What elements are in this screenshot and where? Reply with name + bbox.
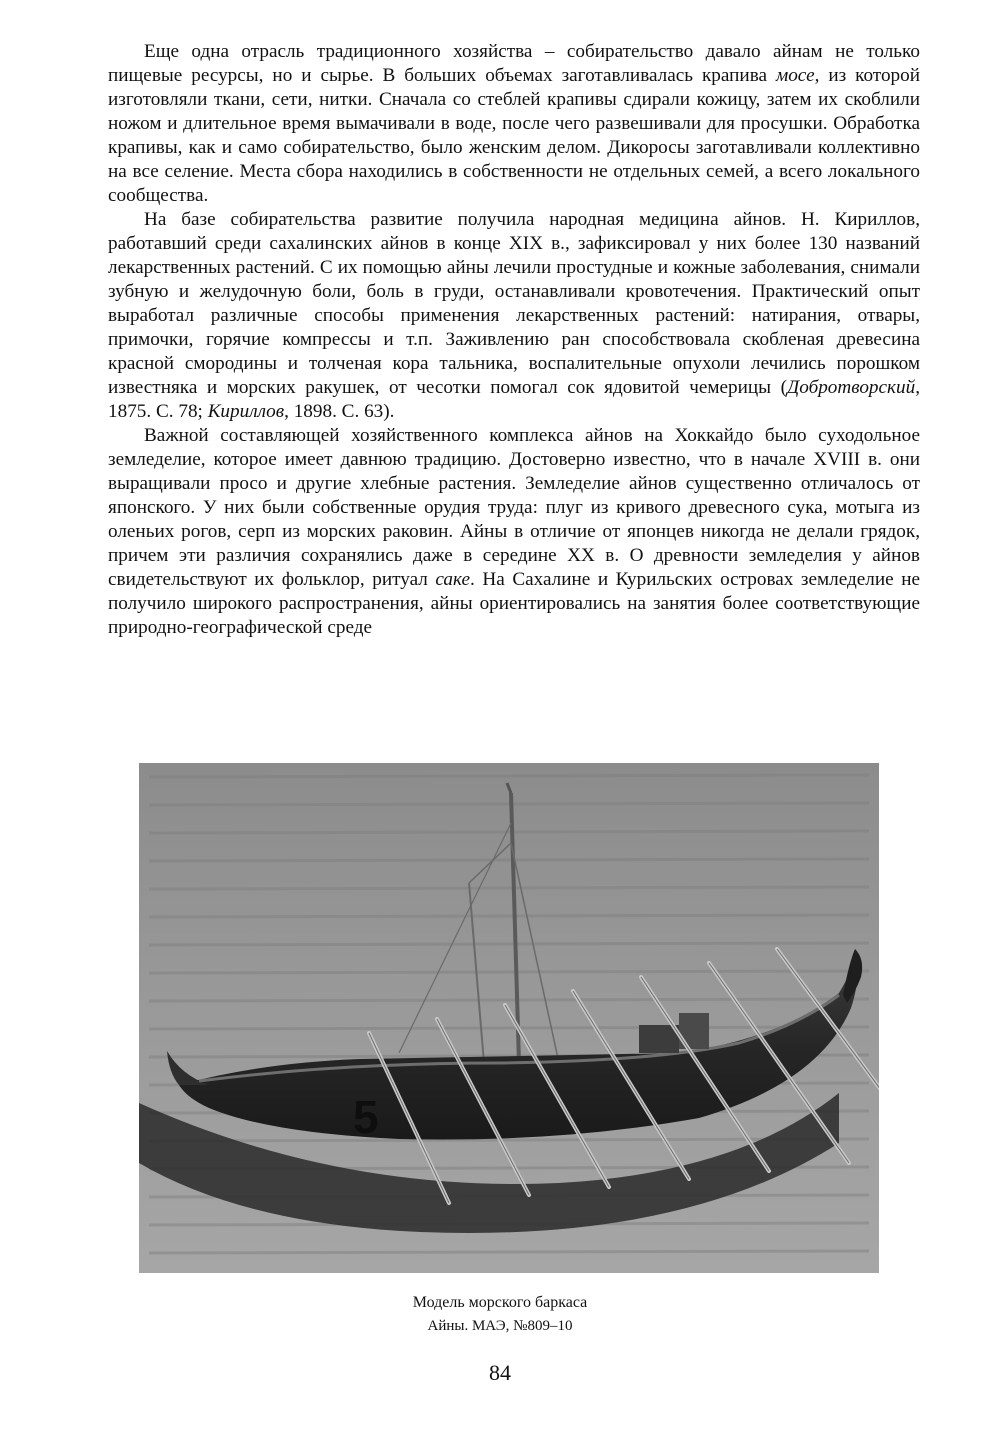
paragraph: Еще одна отрасль традиционного хозяйства – собирательство давало айнам не только пищевые ресурсы, но и сырье. В больших объемах заготавливалась крапива мосе, из которой изготовляли ткани, сети, нитки. Сначала со стеблей крапивы сдирали кожицу, затем их скоблили ножом и длительное время вымачивали в воде, после чего развешивали для просушки. Обработка крапивы, как и само собирательство, было женским делом. Дикоросы заготавливали коллективно на все селение. Места сбора находились в собственности не отдельных семей, а всего локального сообщества. xyxy=(108,41,920,206)
boat-model-photo xyxy=(139,763,879,1273)
figure-caption-source: Айны. МАЭ, №809–10 xyxy=(427,1318,573,1334)
paragraph: На базе собирательства развитие получила народная медицина айнов. Н. Кириллов, работавший среди сахалинских айнов в конце XIX в., зафиксировал у них более 130 названий лекарственных растений. С их помощью айны лечили простудные и кожные заболевания, снимали зубную и желудочную боли, боль в груди, останавливали кровотечения. Практический опыт выработал различные способы применения лекарственных растений: натирания, отвары, примочки, горячие компрессы и т.п. Заживлению ран способствовала скобленая древесина красной смородины и толченая кора тальника, воспалительные опухоли лечились порошком известняка и морских ракушек, от чесотки помогал сок ядовитой чемерицы (Добротворский, 1875. С. 78; Кириллов, 1898. С. 63). xyxy=(108,209,920,422)
hull-number: 5 xyxy=(353,1091,379,1143)
figure-caption-title: Модель морского баркаса xyxy=(412,1294,588,1311)
page-number: 84 xyxy=(489,1360,511,1385)
paragraph: Важной составляющей хозяйственного комплекса айнов на Хоккайдо было суходольное земледелие, которое имеет давнюю традицию. Достоверно известно, что в начале XVIII в. они выращивали просо и другие хлебные растения. Земледелие айнов существенно отличалось от японского. У них были собственные орудия труда: плуг из кривого древесного сука, мотыга из оленьих рогов, серп из морских раковин. Айны в отличие от японцев никогда не делали грядок, причем эти различия сохранялись даже в середине XX в. О древности земледелия у айнов свидетельствуют их фольклор, ритуал саке. На Сахалине и Курильских островах земледелие не получило широкого распространения, айны ориентировались на занятия более соответствующие природно-географической среде xyxy=(108,425,920,638)
body-text xyxy=(108,40,920,640)
